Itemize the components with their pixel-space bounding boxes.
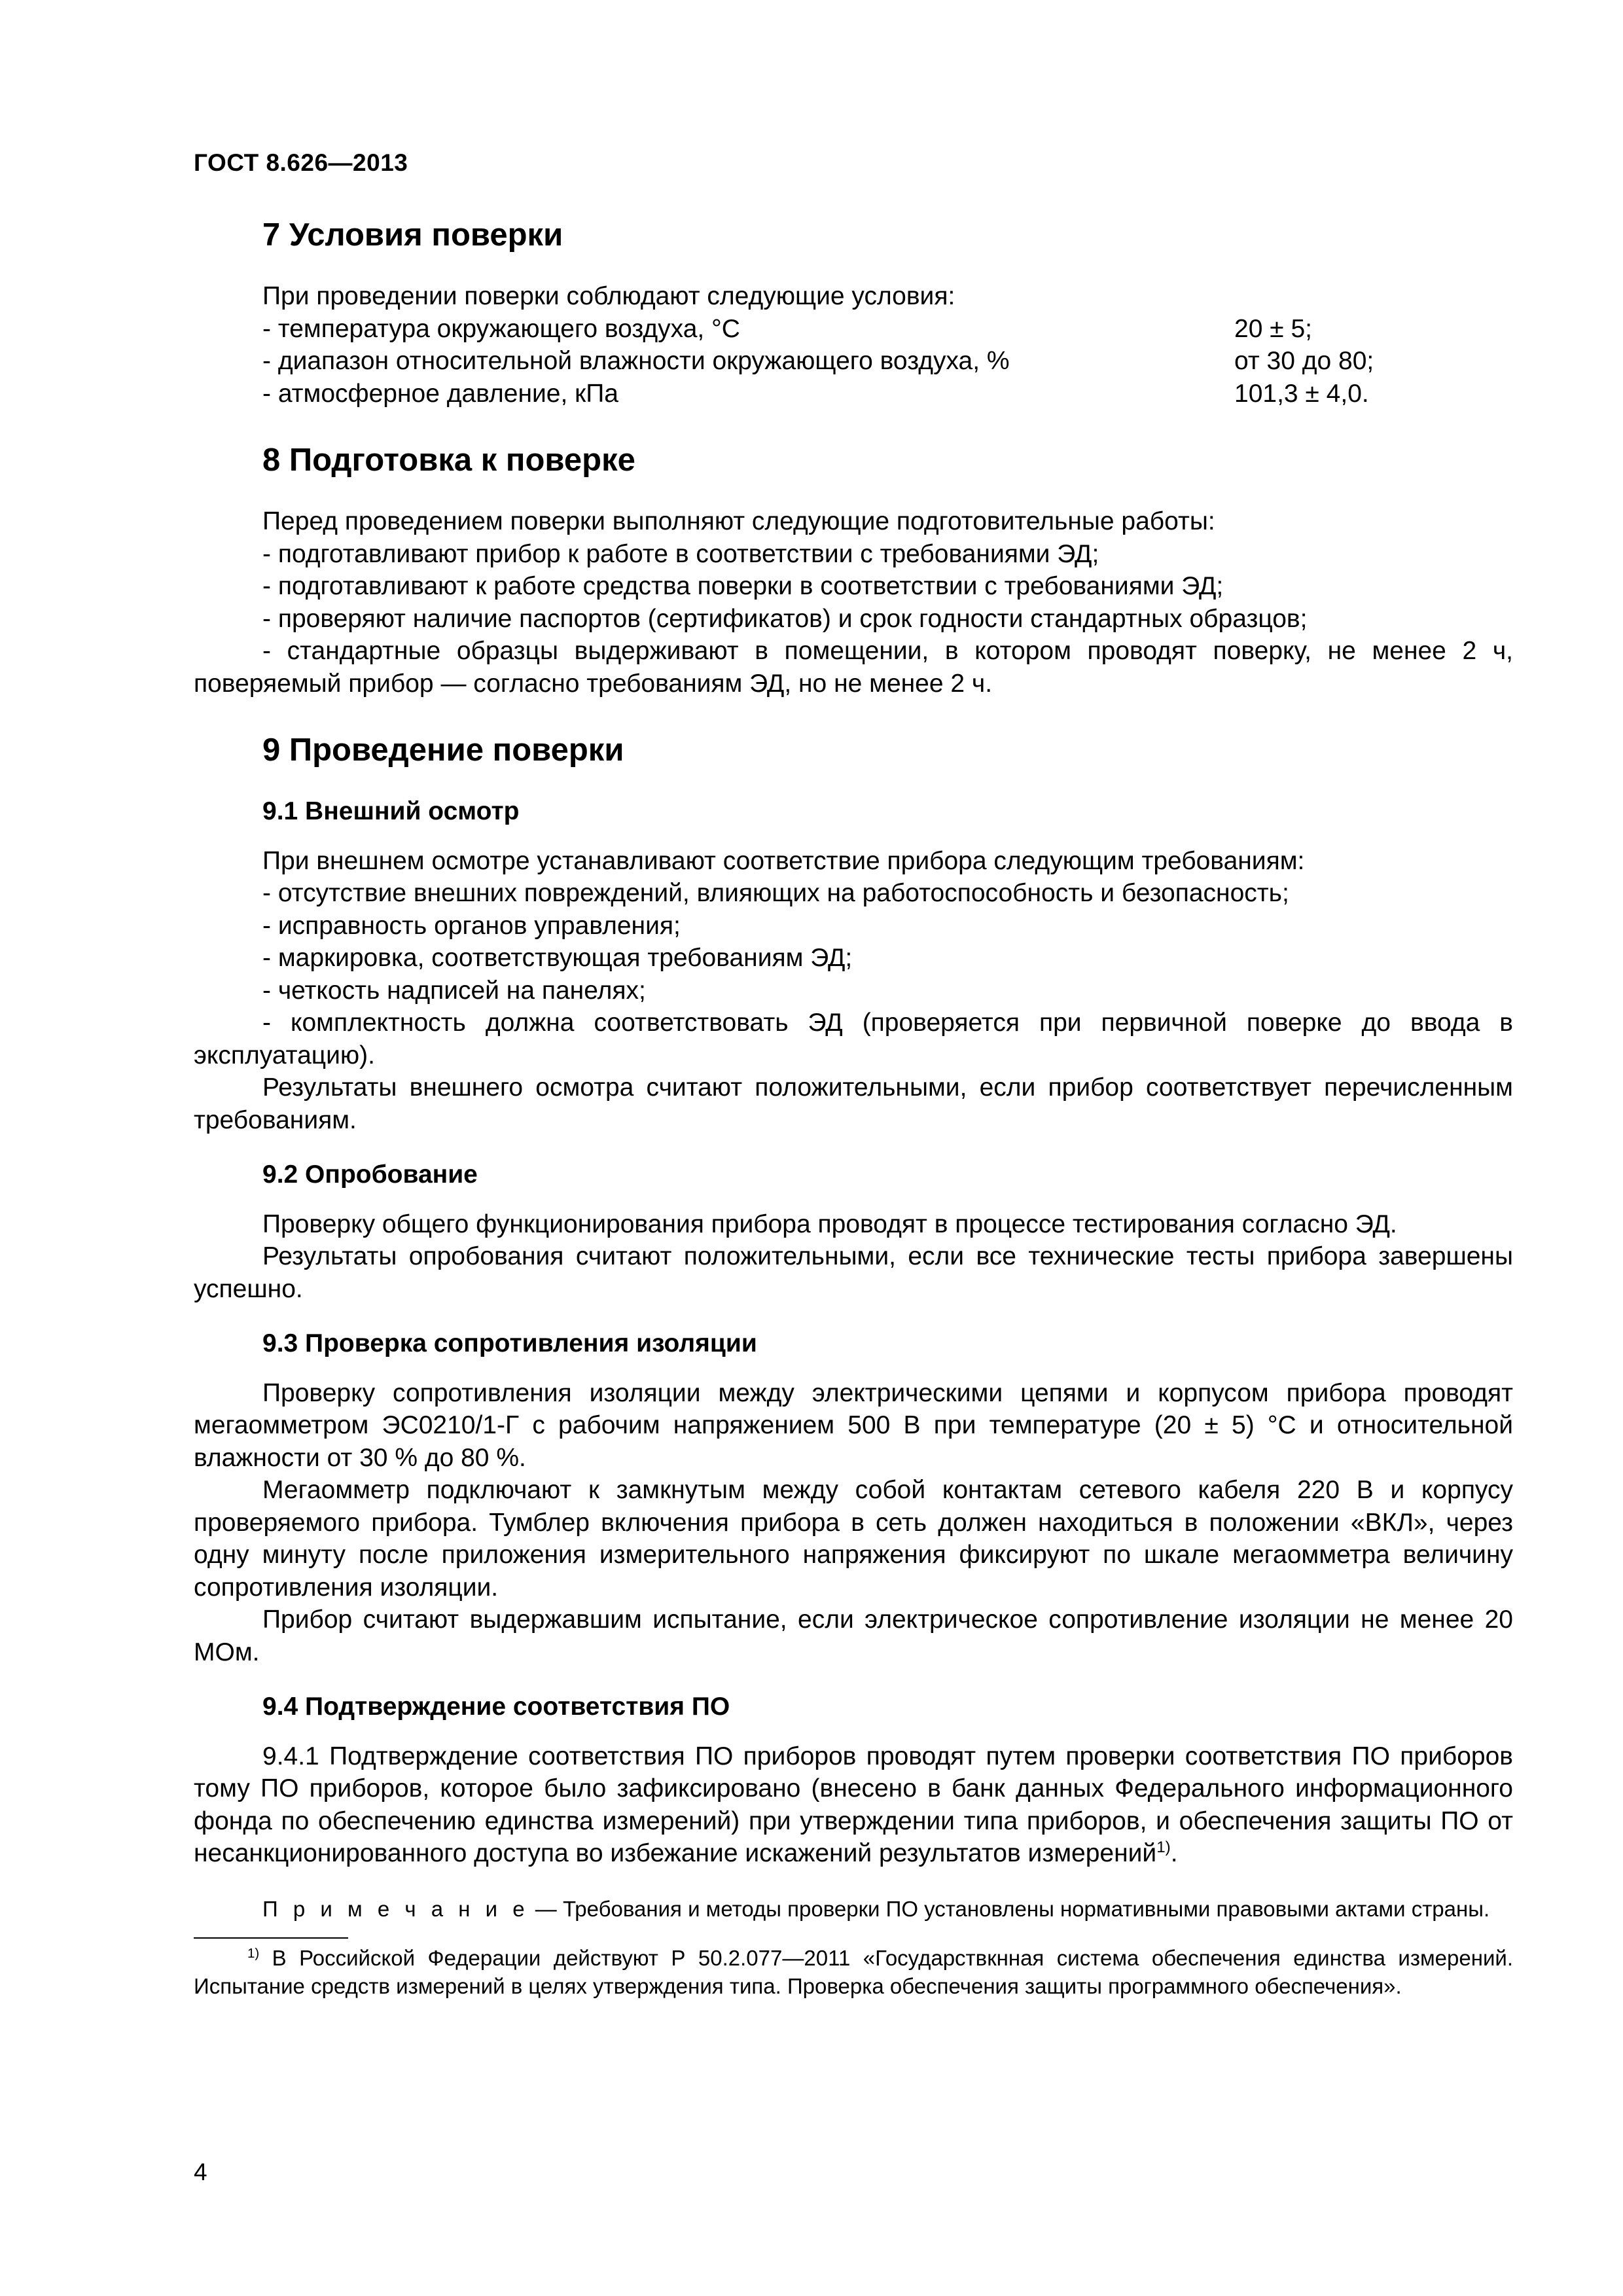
list-item: - комплектность должна соответствовать ЭД (проверяется при первичной поверке до ввода в эксплуатацию). xyxy=(194,1009,1513,1069)
section-8-title: 8 Подготовка к поверке xyxy=(262,442,635,478)
section-8-intro: Перед проведением поверки выполняют следующие подготовительные работы: xyxy=(262,507,1215,535)
subsection-9-3 xyxy=(194,1327,1513,1668)
paragraph: Проверку общего функционирования прибора проводят в процессе тестирования согласно ЭД. xyxy=(262,1210,1397,1238)
subsection-9-1-intro: При внешнем осмотре устанавливают соответствие прибора следующим требованиям: xyxy=(262,846,1305,875)
subsection-9-4-title: 9.4 Подтверждение соответствия ПО xyxy=(262,1693,730,1721)
list-item: - проверяют наличие паспортов (сертификатов) и срок годности стандартных образцов; xyxy=(262,604,1308,633)
paragraph-text: 9.4.1 Подтверждение соответствия ПО приборов проводят путем проверки соответствия ПО приборов тому ПО приборов, которое было зафиксировано (внесено в банк данных Федерального информационного фонда по обеспечению единства измерений) при утверждении типа приборов, и обеспечения защиты ПО от несанкционированного доступа во избежание искажений результатов измерений xyxy=(194,1742,1513,1867)
note-text: — Требования и методы проверки ПО установлены нормативными правовыми актами страны. xyxy=(529,1896,1490,1921)
subsection-9-1 xyxy=(194,795,1513,1136)
footnote xyxy=(194,1944,1513,2000)
paragraph-end: . xyxy=(1170,1839,1178,1867)
condition-value: от 30 до 80; xyxy=(1234,347,1374,375)
condition-label: - температура окружающего воздуха, °С xyxy=(262,314,740,343)
subsection-9-2 xyxy=(194,1158,1513,1305)
paragraph xyxy=(194,1740,1513,1870)
section-9-title: 9 Проведение поверки xyxy=(262,732,624,768)
subsection-9-2-title: 9.2 Опробование xyxy=(262,1160,478,1189)
note xyxy=(194,1895,1513,1923)
list-item: - стандартные образцы выдерживают в помещении, в котором проводят поверку, не менее 2 ч, поверяемый прибор — согласно требованиям ЭД, но не менее 2 ч. xyxy=(194,637,1513,698)
footnote-text: В Российской Федерации действуют Р 50.2.077—2011 «Государствкнная система обеспечения единства измерений. Испытание средств измерений в целях утверждения типа. Проверка обеспечения защиты программного обеспечения». xyxy=(194,1945,1513,1998)
condition-value: 101,3 ± 4,0. xyxy=(1234,379,1369,408)
page-content xyxy=(194,216,1513,2000)
paragraph: Результаты опробования считают положительными, если все технические тесты прибора завершены успешно. xyxy=(194,1242,1513,1303)
document-code: ГОСТ 8.626—2013 xyxy=(194,149,408,176)
condition-row xyxy=(262,378,1513,410)
condition-label: - диапазон относительной влажности окружающего воздуха, % xyxy=(262,347,1010,375)
section-7-title: 7 Условия поверки xyxy=(262,217,563,253)
condition-value: 20 ± 5; xyxy=(1234,314,1312,343)
paragraph: Проверку сопротивления изоляции между электрическими цепями и корпусом прибора проводят мегаомметром ЭС0210/1-Г с рабочим напряжением 500 В при температуре (20 ± 5) °С и относительной влажности от 30 % до 80 %. xyxy=(194,1378,1513,1472)
condition-row xyxy=(262,313,1513,346)
section-7 xyxy=(194,216,1513,410)
list-item: - отсутствие внешних повреждений, влияющих на работоспособность и безопасность; xyxy=(262,879,1289,907)
section-8 xyxy=(194,441,1513,700)
section-9 xyxy=(194,731,1513,1923)
note-label: П р и м е ч а н и е xyxy=(262,1896,529,1921)
subsection-9-3-title: 9.3 Проверка сопротивления изоляции xyxy=(262,1329,757,1357)
subsection-9-4 xyxy=(194,1691,1513,1923)
section-7-intro: При проведении поверки соблюдают следующие условия: xyxy=(262,282,955,310)
list-item: - четкость надписей на панелях; xyxy=(262,976,646,1005)
paragraph: Мегаомметр подключают к замкнутым между собой контактам сетевого кабеля 220 В и корпусу проверяемого прибора. Тумблер включения прибора в сеть должен находиться в положении «ВКЛ», через одну минуту после приложения измерительного напряжения фиксируют по шкале мегаомметра величину сопротивления изоляции. xyxy=(194,1476,1513,1602)
list-item: - подготавливают к работе средства поверки в соответствии с требованиями ЭД; xyxy=(262,572,1224,600)
page-number: 4 xyxy=(194,2159,207,2185)
condition-row xyxy=(262,345,1513,378)
subsection-9-1-result: Результаты внешнего осмотра считают положительными, если прибор соответствует перечисленным требованиям. xyxy=(194,1073,1513,1134)
list-item: - маркировка, соответствующая требованиям ЭД; xyxy=(262,944,853,972)
footnote-divider xyxy=(194,1937,348,1939)
footnote-reference: 1) xyxy=(1156,1839,1171,1856)
paragraph: Прибор считают выдержавшим испытание, если электрическое сопротивление изоляции не менее 20 МОм. xyxy=(194,1605,1513,1666)
list-item: - исправность органов управления; xyxy=(262,911,681,940)
list-item: - подготавливают прибор к работе в соответствии с требованиями ЭД; xyxy=(262,539,1099,568)
condition-label: - атмосферное давление, кПа xyxy=(262,379,618,408)
subsection-9-1-title: 9.1 Внешний осмотр xyxy=(262,797,520,825)
footnote-mark: 1) xyxy=(247,1945,260,1961)
